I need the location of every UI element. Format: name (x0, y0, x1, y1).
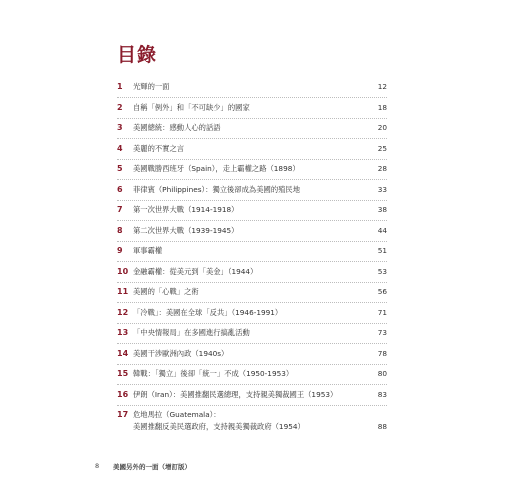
toc-entry-number: 8 (117, 225, 123, 235)
toc-entry-page: 51 (377, 246, 387, 255)
toc-entry-page: 20 (377, 123, 387, 132)
toc-entry-title: 第二次世界大戰（1939-1945） (133, 225, 239, 235)
toc-entry-title: 韓戰：「獨立」後卻「統一」不成（1950-1953） (133, 369, 294, 378)
toc-entry-page: 73 (377, 328, 387, 337)
toc-entry-title: 自稱「例外」和「不可缺少」的國家 (133, 102, 250, 112)
toc-divider (117, 241, 387, 242)
toc-entry-title: 金融霸權：從美元到「美金」（1944） (133, 266, 258, 276)
toc-entry-number: 15 (117, 369, 129, 378)
toc-entry-title-continued: 美國推翻反美民選政府，支持親美獨裁政府（1954） (133, 422, 305, 431)
toc-entry-number: 6 (117, 184, 123, 194)
toc-divider (117, 384, 387, 385)
toc-entry-number: 16 (117, 389, 129, 399)
toc-divider (117, 159, 387, 160)
toc-entry-page: 25 (377, 143, 387, 153)
toc-entry-number: 11 (117, 287, 129, 296)
toc-divider (117, 364, 387, 365)
toc-entry-number: 2 (117, 102, 123, 112)
toc-entry-page: 88 (377, 422, 387, 431)
toc-entry-title: 第一次世界大戰（1914-1918） (133, 205, 239, 214)
toc-divider (117, 179, 387, 180)
toc-entry-number: 12 (117, 307, 129, 317)
toc-entry-title: 美國干涉歐洲內政（1940s） (133, 348, 229, 358)
toc-entry-page: 33 (377, 184, 387, 194)
toc-entry-title: 「中央情報局」在多國進行搞亂活動 (133, 328, 250, 337)
toc-entry-title: 光輝的一面 (133, 82, 170, 91)
toc-entry-title: 「冷戰」：美國在全球「反共」（1946-1991） (133, 307, 283, 317)
page-title: 目錄 (117, 44, 158, 66)
toc-entry-title: 美國總統：感動人心的話語 (133, 123, 221, 132)
toc-divider (117, 343, 387, 344)
toc-divider (117, 323, 387, 324)
toc-entry-title: 軍事霸權 (133, 246, 163, 255)
toc-entry-number: 17 (117, 410, 129, 419)
toc-entry-title: 美國戰勝西班牙（Spain），走上霸權之路（1898） (133, 164, 300, 173)
toc-entry-number: 13 (117, 328, 129, 337)
toc-entry-title: 伊朗（Iran）：美國推翻民選總理，支持親美獨裁國王（1953） (133, 389, 338, 399)
toc-entry-page: 28 (377, 164, 387, 173)
toc-divider (117, 200, 387, 201)
toc-entry-page: 12 (377, 82, 387, 91)
toc-entry-title: 美國的「心戰」之術 (133, 287, 199, 296)
toc-entry-title: 危地馬拉（Guatemala）： (133, 410, 221, 419)
toc-entry-page: 56 (377, 287, 387, 296)
toc-entry-number: 5 (117, 164, 123, 173)
toc-entry-page: 80 (377, 369, 387, 378)
toc-entry-number: 4 (117, 143, 123, 153)
toc-entry-number: 1 (117, 82, 123, 91)
toc-entry-number: 9 (117, 246, 123, 255)
toc-divider (117, 282, 387, 283)
toc-entry-title: 美麗的不實之言 (133, 143, 185, 153)
toc-entry-number: 10 (117, 266, 129, 276)
toc-divider (117, 302, 387, 303)
toc-entry-title: 菲律賓（Philippines）：獨立後卻成為美國的殖民地 (133, 184, 301, 194)
toc-entry-page: 71 (377, 307, 387, 317)
toc-entry-page: 83 (377, 389, 387, 399)
toc-divider (117, 138, 387, 139)
toc-entry-page: 53 (377, 266, 387, 276)
toc-entry-page: 18 (377, 102, 387, 112)
toc-entry-page: 38 (377, 205, 387, 214)
footer-page-number: 8 (95, 462, 100, 470)
toc-entry-number: 3 (117, 123, 123, 132)
toc-entry-page: 44 (377, 225, 387, 235)
toc-divider (117, 220, 387, 221)
footer-book-title: 美國另外的一面（增訂版） (113, 463, 191, 471)
toc-divider (117, 405, 387, 406)
toc-divider (117, 261, 387, 262)
toc-entry-number: 7 (117, 205, 123, 214)
toc-divider (117, 118, 387, 119)
toc-divider (117, 97, 387, 98)
toc-entry-number: 14 (117, 348, 129, 358)
toc-entry-page: 78 (377, 348, 387, 358)
